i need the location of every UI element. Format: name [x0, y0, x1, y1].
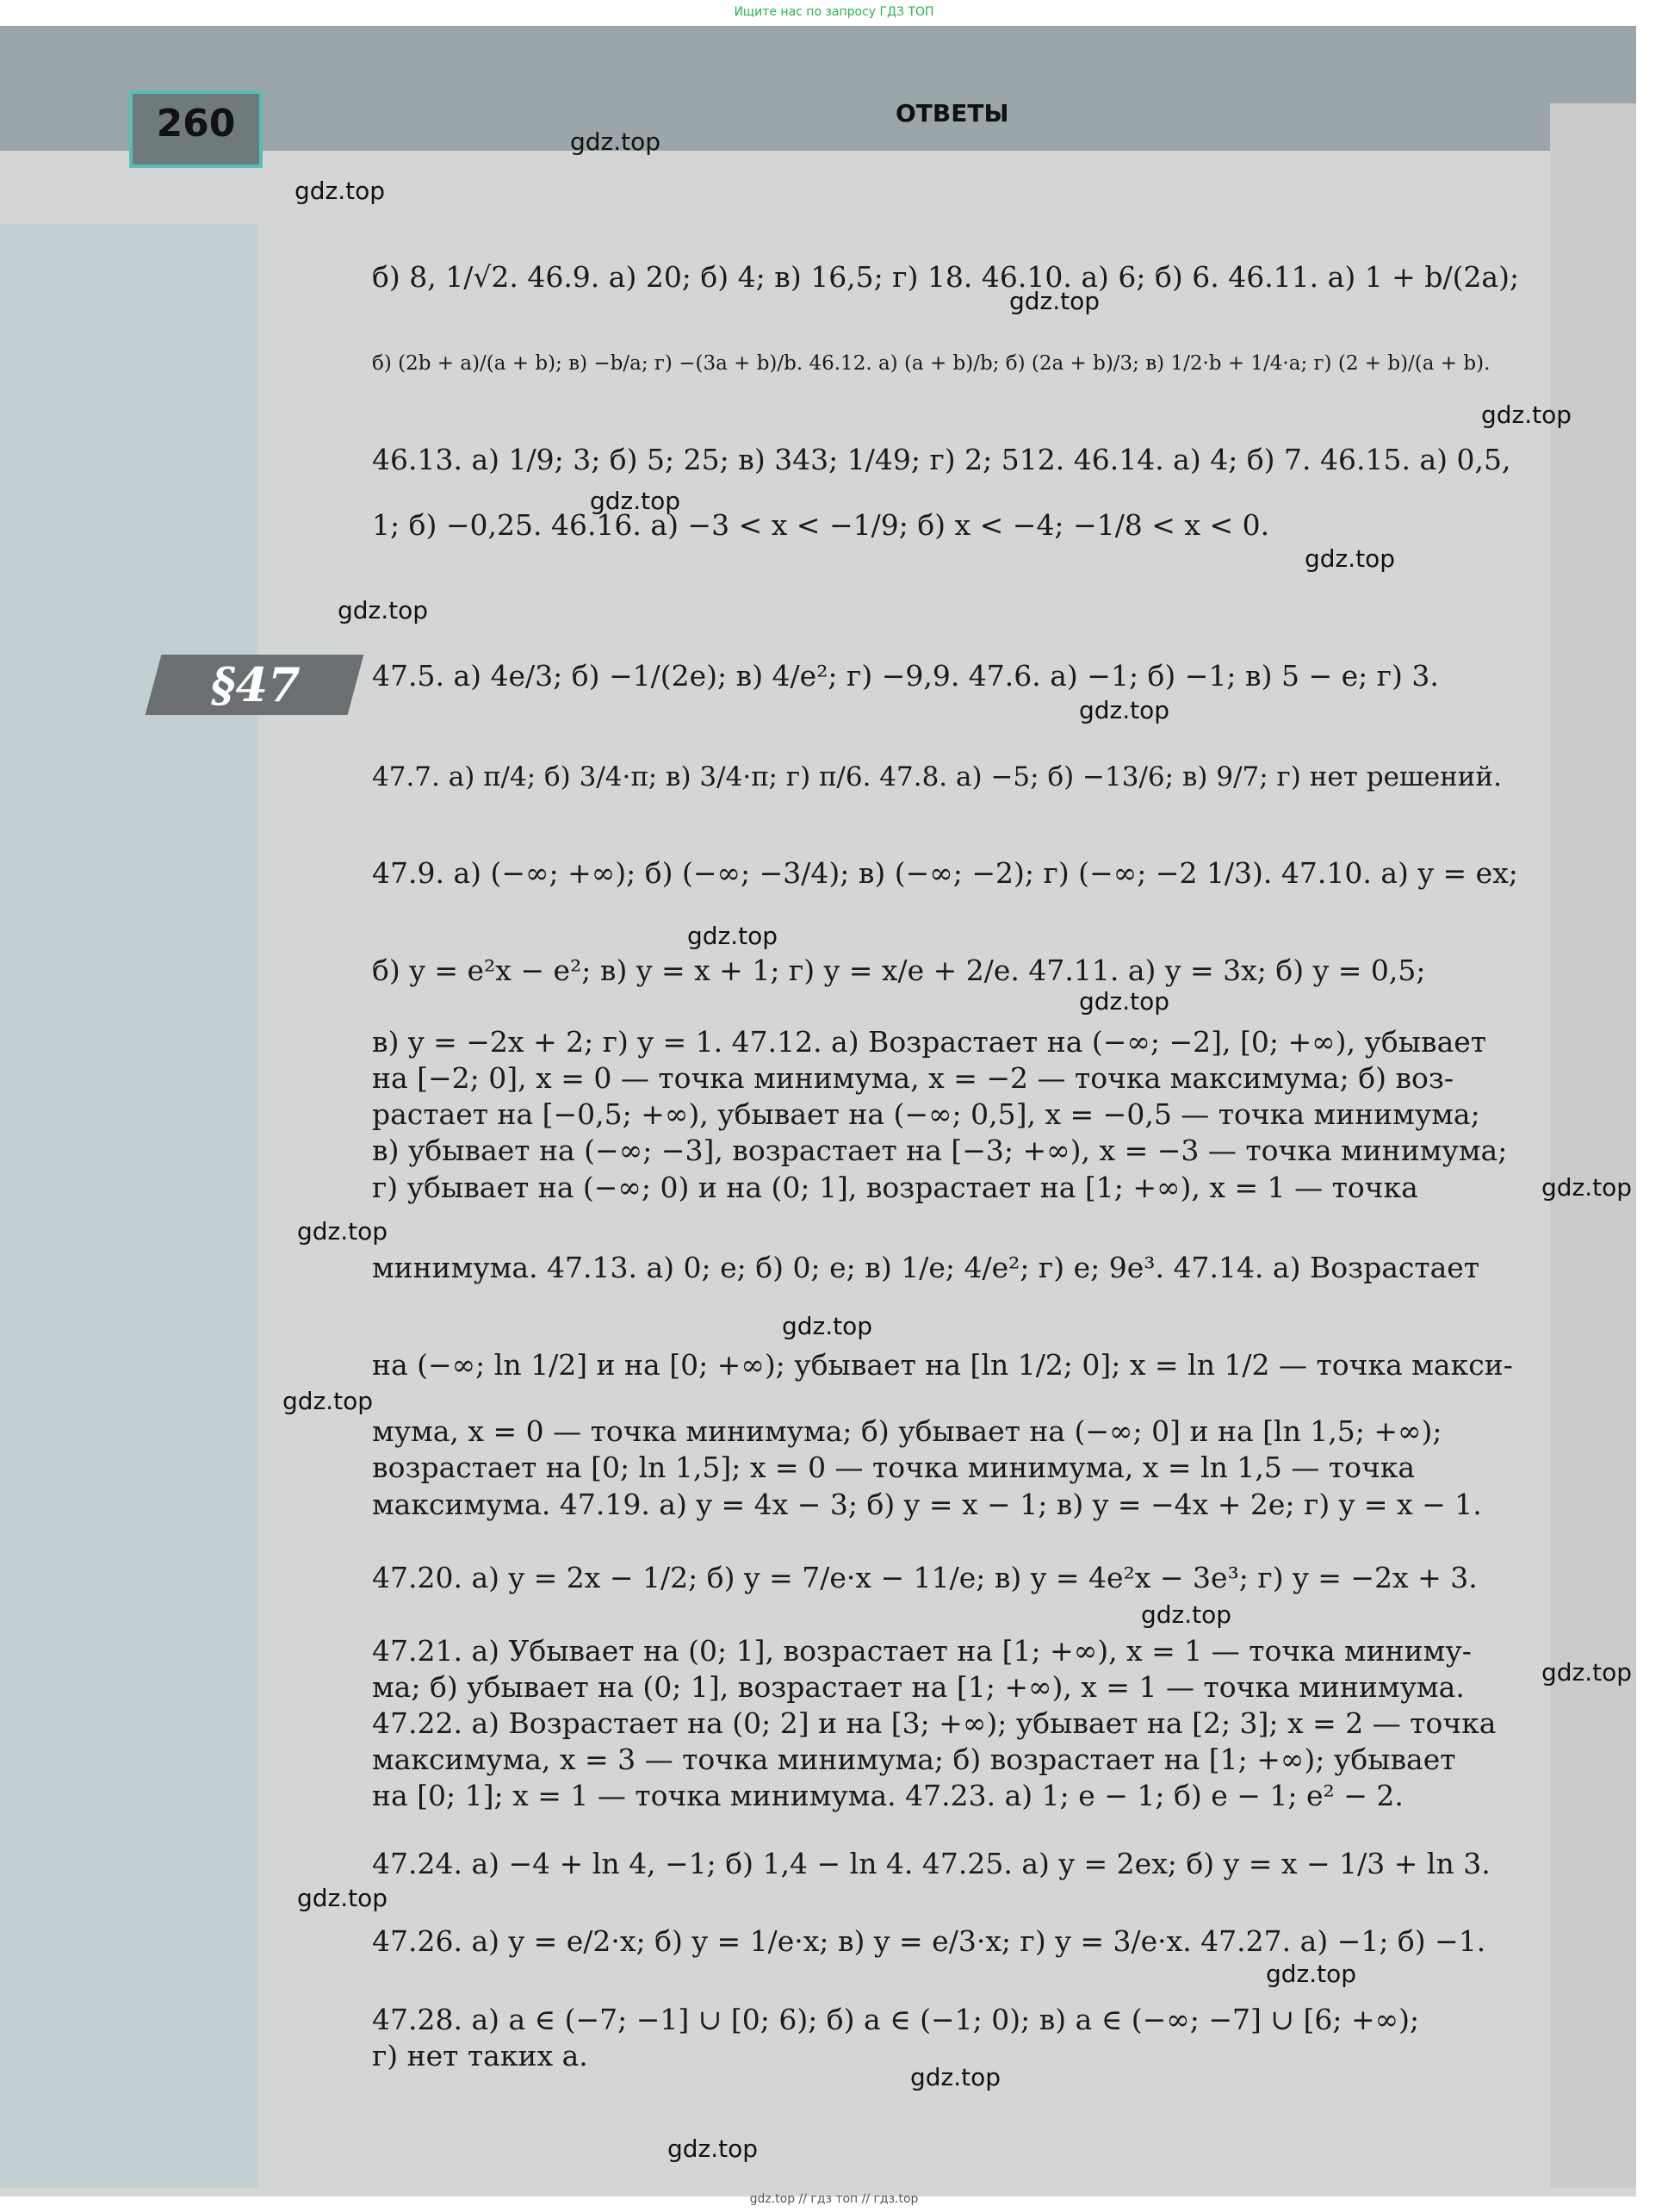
- watermark: gdz.top: [297, 1884, 388, 1912]
- answer-line: 47.26. а) y = e/2·x; б) y = 1/e·x; в) y = e/3·x; г) y = 3/e·x. 47.27. а) −1; б) −1.: [372, 1924, 1486, 1958]
- answer-line: минимума. 47.13. а) 0; e; б) 0; e; в) 1/e; 4/e²; г) e; 9e³. 47.14. а) Возрастает: [372, 1251, 1480, 1284]
- watermark: gdz.top: [1541, 1658, 1633, 1687]
- answer-line: 47.5. а) 4e/3; б) −1/(2e); в) 4/e²; г) −9,9. 47.6. а) −1; б) −1; в) 5 − e; г) 3.: [372, 659, 1439, 693]
- answer-line: 46.13. а) 1/9; 3; б) 5; 25; в) 343; 1/49; г) 2; 512. 46.14. а) 4; б) 7. 46.15. а) 0,5,: [372, 443, 1511, 476]
- answer-line: на [−2; 0], x = 0 — точка минимума, x = −2 — точка максимума; б) воз-: [372, 1061, 1454, 1095]
- watermark: gdz.top: [687, 922, 778, 950]
- answer-line: 47.28. а) a ∈ (−7; −1] ∪ [0; 6); б) a ∈ (−1; 0); в) a ∈ (−∞; −7] ∪ [6; +∞);: [372, 2003, 1420, 2036]
- left-margin-strip: [0, 224, 258, 2188]
- watermark: gdz.top: [1141, 1600, 1232, 1629]
- answer-line: б) (2b + a)/(a + b); в) −b/a; г) −(3a + b)/b. 46.12. а) (a + b)/b; б) (2a + b)/3; в) 1/2·b + 1/4·a; г) (2 + b)/(a + b).: [372, 352, 1491, 375]
- watermark: gdz.top: [338, 596, 429, 624]
- answer-line: в) y = −2x + 2; г) y = 1. 47.12. а) Возрастает на (−∞; −2], [0; +∞), убывает: [372, 1025, 1487, 1059]
- answer-line: растает на [−0,5; +∞), убывает на (−∞; 0,5], x = −0,5 — точка минимума;: [372, 1097, 1480, 1131]
- top-note: Ищите нас по запросу ГДЗ ТОП: [734, 5, 934, 19]
- answer-line: в) убывает на (−∞; −3], возрастает на [−3; +∞), x = −3 — точка минимума;: [372, 1134, 1508, 1167]
- answer-line: 47.21. а) Убывает на (0; 1], возрастает на [1; +∞), x = 1 — точка миниму-: [372, 1634, 1472, 1668]
- answer-line: 47.7. а) π/4; б) 3/4·π; в) 3/4·π; г) π/6. 47.8. а) −5; б) −13/6; в) 9/7; г) нет решений.: [372, 761, 1502, 792]
- watermark: gdz.top: [667, 2134, 759, 2163]
- section-label: §47: [211, 657, 301, 712]
- watermark: gdz.top: [1266, 1960, 1357, 1988]
- watermark: gdz.top: [1079, 696, 1170, 724]
- watermark: gdz.top: [570, 127, 661, 156]
- watermark: gdz.top: [1009, 287, 1101, 315]
- answer-line: мума, x = 0 — точка минимума; б) убывает на (−∞; 0] и на [ln 1,5; +∞);: [372, 1414, 1442, 1448]
- answer-line: г) убывает на (−∞; 0) и на (0; 1], возрастает на [1; +∞), x = 1 — точка: [372, 1171, 1418, 1204]
- answer-line: на [0; 1]; x = 1 — точка минимума. 47.23. а) 1; e − 1; б) e − 1; e² − 2.: [372, 1779, 1404, 1812]
- watermark: gdz.top: [910, 2063, 1001, 2091]
- watermark: gdz.top: [1481, 401, 1572, 429]
- answer-line: б) y = e²x − e²; в) y = x + 1; г) y = x/e + 2/e. 47.11. а) y = 3x; б) y = 0,5;: [372, 954, 1426, 987]
- watermark: gdz.top: [1305, 544, 1396, 573]
- answer-line: максимума. 47.19. а) y = 4x − 3; б) y = x − 1; в) y = −4x + 2e; г) y = x − 1.: [372, 1488, 1482, 1521]
- watermark: gdz.top: [590, 487, 681, 515]
- watermark: gdz.top: [295, 177, 386, 205]
- watermark: gdz.top: [782, 1312, 873, 1340]
- answer-line: возрастает на [0; ln 1,5]; x = 0 — точка минимума, x = ln 1,5 — точка: [372, 1451, 1416, 1484]
- answer-line: б) 8, 1/√2. 46.9. а) 20; б) 4; в) 16,5; г) 18. 46.10. а) 6; б) 6. 46.11. а) 1 + b/(2a);: [372, 260, 1520, 294]
- answer-line: 1; б) −0,25. 46.16. а) −3 < x < −1/9; б) x < −4; −1/8 < x < 0.: [372, 508, 1270, 542]
- answer-line: 47.24. а) −4 + ln 4, −1; б) 1,4 − ln 4. 47.25. а) y = 2ex; б) y = x − 1/3 + ln 3.: [372, 1847, 1491, 1880]
- bottom-note: gdz.top // гдз топ // гдз.top: [749, 2192, 919, 2206]
- answer-line: ма; б) убывает на (0; 1], возрастает на [1; +∞), x = 1 — точка минимума.: [372, 1670, 1465, 1704]
- answer-line: г) нет таких a.: [372, 2039, 588, 2072]
- answer-line: 47.22. а) Возрастает на (0; 2] и на [3; +∞); убывает на [2; 3]; x = 2 — точка: [372, 1706, 1497, 1740]
- watermark: gdz.top: [1079, 987, 1170, 1016]
- watermark: gdz.top: [1541, 1173, 1633, 1202]
- answer-line: максимума, x = 3 — точка минимума; б) возрастает на [1; +∞); убывает: [372, 1743, 1456, 1776]
- answer-line: 47.9. а) (−∞; +∞); б) (−∞; −3/4); в) (−∞; −2); г) (−∞; −2 1/3). 47.10. а) y = ex;: [372, 856, 1518, 890]
- watermark: gdz.top: [282, 1387, 374, 1415]
- answer-line: 47.20. а) y = 2x − 1/2; б) y = 7/e·x − 11/e; в) y = 4e²x − 3e³; г) y = −2x + 3.: [372, 1561, 1478, 1594]
- watermark: gdz.top: [297, 1217, 388, 1246]
- page-title: ОТВЕТЫ: [896, 99, 1009, 127]
- page-number: 260: [156, 102, 236, 146]
- answer-line: на (−∞; ln 1/2] и на [0; +∞); убывает на [ln 1/2; 0]; x = ln 1/2 — точка макси-: [372, 1348, 1513, 1382]
